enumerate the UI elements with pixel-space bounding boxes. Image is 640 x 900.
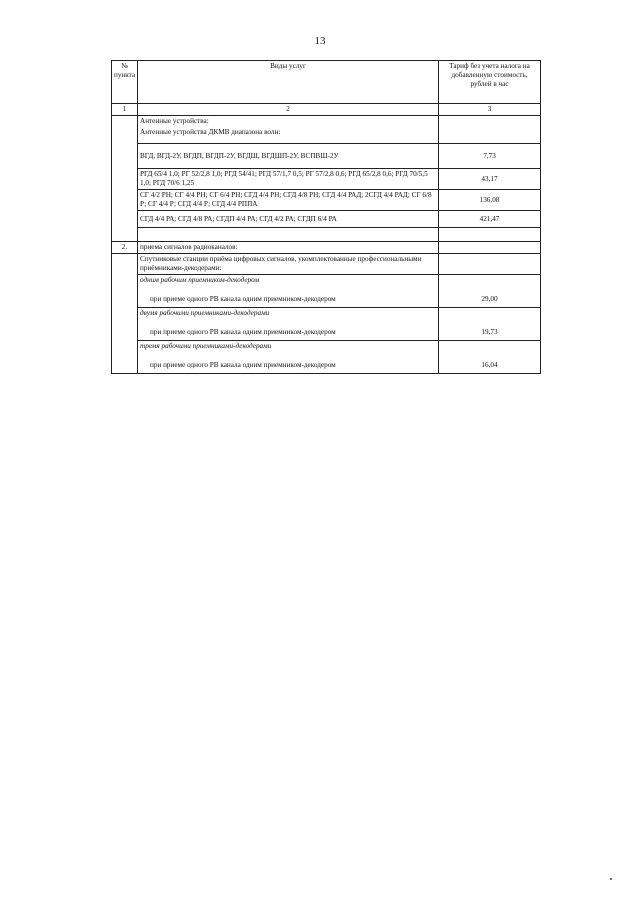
tariff-value: 421,47 bbox=[439, 211, 541, 228]
tariff-value: 7,73 bbox=[439, 144, 541, 169]
table-header-row bbox=[112, 61, 541, 104]
tariff-value: 19,73 bbox=[439, 324, 541, 341]
table-row bbox=[112, 254, 541, 275]
subsection-title: Антенные устройства ДКМВ диапазона волн: bbox=[138, 127, 439, 144]
tariff-cell bbox=[439, 275, 541, 292]
table-row bbox=[112, 308, 541, 325]
service-name: при приеме одного РВ канала одним приемником-декодером bbox=[138, 357, 439, 374]
tariff-value: 136,08 bbox=[439, 190, 541, 211]
section-title: Спутниковые станции приёма цифровых сигналов, укомплектованные профессиональными приёмниками-декодерами: bbox=[138, 254, 439, 275]
table-row bbox=[112, 228, 541, 242]
service-name: РГД 65/4 1,0; РГ 52/2,8 1,0; РГД 54/41; РГД 57/1,7 0,5; РГ 57/2,8 0,6; РГД 65/2,8 0,6; РГД 70/5,5 1,0; РГД 70/6 1,25 bbox=[138, 169, 439, 190]
table-row bbox=[112, 116, 541, 128]
scan-dot bbox=[610, 878, 612, 880]
service-name: СГ 4/2 РН; СГ 4/4 РН; СГ 6/4 РН; СГД 4/4 РН; СГД 4/8 РН; СГД 4/4 РАД; 2СГД 4/4 РАД; СГ 6/8 Р; СГ 4/4 Р; СГД 4/4 Р; СГД 4/4 РППА bbox=[138, 190, 439, 211]
service-name: СГД 4/4 РА; СГД 4/8 РА; СГДП 4/4 РА; СГД 4/2 РА; СГДП 6/4 РА bbox=[138, 211, 439, 228]
tariff-cell bbox=[439, 116, 541, 144]
table-row bbox=[112, 190, 541, 211]
tariff-table bbox=[111, 60, 541, 374]
table-row bbox=[112, 275, 541, 292]
table-row bbox=[112, 357, 541, 374]
tariff-value: 16,04 bbox=[439, 357, 541, 374]
table-row bbox=[112, 324, 541, 341]
section-title: Антенные устройства: bbox=[138, 116, 439, 128]
tariff-value: 29,00 bbox=[439, 291, 541, 308]
header-services: Виды услуг bbox=[138, 61, 439, 104]
spacer-cell bbox=[138, 228, 439, 242]
column-index-row bbox=[112, 104, 541, 116]
tariff-cell bbox=[439, 242, 541, 254]
header-tariff: Тариф без учета налога на добавленную стоимость, рублей в час bbox=[439, 61, 541, 104]
subsection-title: одним рабочим приемником-декодером bbox=[138, 275, 439, 292]
subsection-title: двумя рабочими приемниками-декодерами bbox=[138, 308, 439, 325]
column-index: 3 bbox=[439, 104, 541, 116]
header-item-number: № пункта bbox=[112, 61, 138, 104]
table-row bbox=[112, 144, 541, 169]
tariff-cell bbox=[439, 308, 541, 325]
section-title: приема сигналов радиоканалов: bbox=[138, 242, 439, 254]
table-row bbox=[112, 341, 541, 358]
table-row bbox=[112, 291, 541, 308]
tariff-cell bbox=[439, 341, 541, 358]
tariff-cell bbox=[439, 254, 541, 275]
item-number-cell bbox=[112, 116, 138, 242]
table-row bbox=[112, 169, 541, 190]
table-row bbox=[112, 211, 541, 228]
tariff-value: 43,17 bbox=[439, 169, 541, 190]
service-name: при приеме одного РВ канала одним приемником-декодером bbox=[138, 291, 439, 308]
subsection-title: тремя рабочими приемниками-декодерами bbox=[138, 341, 439, 358]
column-index: 2 bbox=[138, 104, 439, 116]
column-index: 1 bbox=[112, 104, 138, 116]
page-number: 13 bbox=[314, 35, 326, 47]
spacer-cell bbox=[439, 228, 541, 242]
item-number: 2. bbox=[112, 242, 138, 254]
service-name: при приеме одного РВ канала одним приемником-декодером bbox=[138, 324, 439, 341]
service-name: ВГД, ВГД-2У, ВГДП, ВГДП-2У, ВГДШ, ВГДШП-2У, ВСПВШ-2У bbox=[138, 144, 439, 169]
item-number-cell bbox=[112, 254, 138, 374]
table-row bbox=[112, 242, 541, 254]
